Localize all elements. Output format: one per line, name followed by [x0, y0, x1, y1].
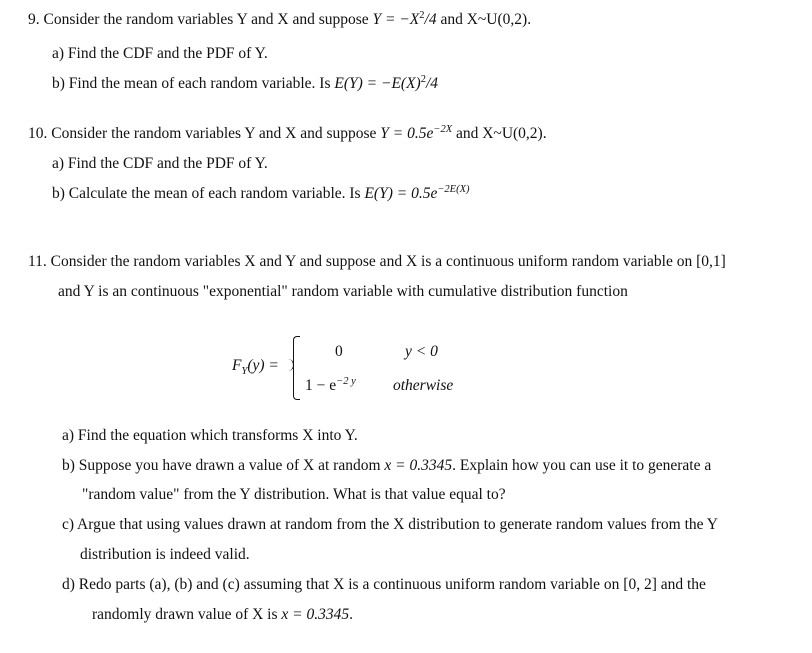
- q9-intro-formula: Y = −X: [372, 11, 420, 28]
- q11-part-b-line-1: [62, 456, 711, 476]
- cdf-case-2-base: 1 − e: [305, 377, 337, 394]
- q11-part-b-text: b) Suppose you have drawn a value of X at random: [62, 457, 385, 474]
- q9-intro: [28, 10, 531, 32]
- q11-part-d-tail: .: [349, 606, 353, 623]
- q9-part-b: [52, 74, 438, 96]
- q9-part-b-text: b) Find the mean of each random variable. Is: [52, 75, 335, 92]
- q9-part-a: a) Find the CDF and the PDF of Y.: [52, 45, 268, 62]
- cdf-case-2-value: [305, 376, 356, 398]
- cdf-lhs: [232, 356, 279, 378]
- q9-intro-text: 9. Consider the random variables Y and X and suppose: [28, 11, 373, 28]
- q11-part-c-line-2: distribution is indeed valid.: [80, 546, 250, 563]
- q11-part-d-text: randomly drawn value of X is: [92, 606, 282, 623]
- cdf-brace: [293, 336, 300, 400]
- q9-part-b-formula-tail: /4: [425, 75, 439, 92]
- q9-intro-square: 2: [419, 10, 425, 21]
- q11-intro-line-2: and Y is an continuous "exponential" random variable with cumulative distribution function: [58, 283, 628, 300]
- q9-part-b-square: 2: [420, 74, 426, 85]
- q10-part-a: a) Find the CDF and the PDF of Y.: [52, 155, 268, 172]
- q11-part-b-line-2: "random value" from the Y distribution. What is that value equal to?: [82, 486, 506, 503]
- q11-part-b-formula: x = 0.3345: [384, 457, 453, 474]
- q10-intro-text: 10. Consider the random variables Y and X and suppose: [28, 125, 381, 142]
- q9-intro-tail: and X~U(0,2).: [436, 11, 532, 28]
- q11-part-b-tail: . Explain how you can use it to generate a: [452, 457, 712, 474]
- q11-part-c-line-1: c) Argue that using values drawn at random from the X distribution to generate random values from the Y: [62, 516, 718, 533]
- cdf-case-1-value: 0: [335, 343, 343, 360]
- q9-part-b-formula: E(Y) = −E(X): [334, 75, 421, 92]
- cdf-case-2-condition: otherwise: [393, 377, 454, 394]
- q11-part-d-formula: x = 0.3345: [281, 606, 350, 623]
- q10-part-b: [52, 184, 470, 206]
- cdf-case-1-condition: y < 0: [405, 343, 438, 360]
- q10-part-b-exponent: −2E(X): [437, 184, 470, 195]
- q10-intro-tail: and X~U(0,2).: [452, 125, 547, 142]
- q10-part-b-text: b) Calculate the mean of each random variable. Is: [52, 185, 365, 202]
- cdf-case-2-exponent: −2 y: [336, 376, 356, 387]
- q11-part-d-line-2: [92, 605, 353, 625]
- cdf-lhs-f: F: [232, 357, 242, 374]
- q11-part-d-line-1: d) Redo parts (a), (b) and (c) assuming that X is a continuous uniform random variable on [0, 2] and the: [62, 576, 706, 593]
- q10-intro-exponent: −2X: [433, 124, 453, 135]
- q9-intro-formula-tail: /4: [424, 11, 437, 28]
- q11-part-a: a) Find the equation which transforms X into Y.: [62, 427, 358, 444]
- q10-intro-formula: Y = 0.5e: [380, 125, 434, 142]
- q11-intro-line-1: 11. Consider the random variables X and Y and suppose and X is a continuous uniform random variable on [0,1]: [28, 253, 726, 270]
- q10-intro: [28, 124, 547, 146]
- cdf-lhs-arg: (y) =: [247, 357, 279, 374]
- q10-part-b-formula: E(Y) = 0.5e: [364, 185, 438, 202]
- cdf-lhs-subscript: Y: [241, 366, 248, 377]
